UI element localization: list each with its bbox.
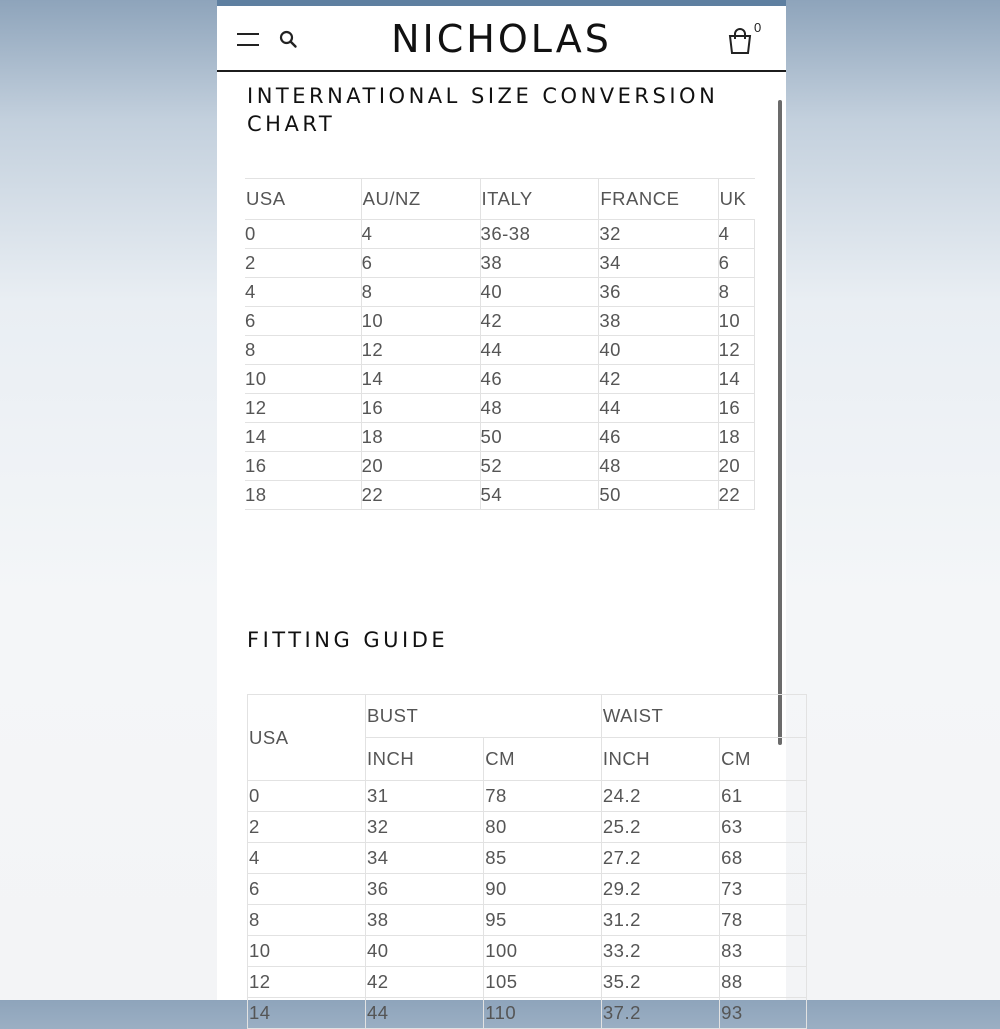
table-cell: 40 bbox=[365, 936, 483, 967]
table-cell: 14 bbox=[361, 365, 480, 394]
table-cell: 18 bbox=[245, 481, 361, 510]
table-cell: 8 bbox=[245, 336, 361, 365]
table-cell: 20 bbox=[718, 452, 754, 481]
mobile-page bbox=[217, 0, 786, 1023]
table-cell: 4 bbox=[718, 220, 754, 249]
site-logo[interactable]: NICHOLAS bbox=[391, 17, 612, 61]
table-cell: 2 bbox=[248, 812, 366, 843]
table-cell: 78 bbox=[720, 905, 807, 936]
shopping-bag-icon[interactable] bbox=[727, 28, 753, 54]
site-header bbox=[217, 6, 786, 72]
column-header: ITALY bbox=[480, 179, 599, 220]
table-cell: 31 bbox=[365, 781, 483, 812]
table-cell: 14 bbox=[718, 365, 754, 394]
table-row bbox=[245, 220, 755, 249]
conversion-table-wrapper[interactable] bbox=[247, 178, 755, 510]
table-cell: 16 bbox=[718, 394, 754, 423]
table-cell: 83 bbox=[720, 936, 807, 967]
table-cell: 18 bbox=[718, 423, 754, 452]
table-cell: 40 bbox=[480, 278, 599, 307]
table-cell: 50 bbox=[599, 481, 718, 510]
table-cell: 42 bbox=[599, 365, 718, 394]
table-row bbox=[245, 452, 755, 481]
table-cell: 42 bbox=[365, 967, 483, 998]
table-row bbox=[248, 967, 807, 998]
table-cell: 0 bbox=[245, 220, 361, 249]
table-cell: 44 bbox=[480, 336, 599, 365]
table-cell: 33.2 bbox=[601, 936, 719, 967]
table-cell: 48 bbox=[480, 394, 599, 423]
table-cell: 24.2 bbox=[601, 781, 719, 812]
table-cell: 22 bbox=[718, 481, 754, 510]
page-scrollbar[interactable] bbox=[778, 100, 782, 745]
table-cell: 105 bbox=[484, 967, 602, 998]
conversion-chart-title: INTERNATIONAL SIZE CONVERSION CHART bbox=[247, 84, 719, 136]
table-cell: 32 bbox=[365, 812, 483, 843]
table-cell: 35.2 bbox=[601, 967, 719, 998]
fitting-table-wrapper[interactable] bbox=[247, 694, 757, 1029]
table-cell: 63 bbox=[720, 812, 807, 843]
table-cell: 34 bbox=[599, 249, 718, 278]
table-cell: 61 bbox=[720, 781, 807, 812]
table-cell: 78 bbox=[484, 781, 602, 812]
table-cell: 100 bbox=[484, 936, 602, 967]
table-cell: 95 bbox=[484, 905, 602, 936]
table-cell: 36-38 bbox=[480, 220, 599, 249]
conversion-table bbox=[245, 178, 755, 510]
fitting-group-row bbox=[248, 695, 807, 738]
table-row bbox=[248, 843, 807, 874]
table-cell: 46 bbox=[480, 365, 599, 394]
usa-column-header: USA bbox=[248, 695, 366, 781]
table-cell: 10 bbox=[248, 936, 366, 967]
table-cell: 40 bbox=[599, 336, 718, 365]
table-cell: 4 bbox=[361, 220, 480, 249]
table-cell: 36 bbox=[365, 874, 483, 905]
bust-cm-header: CM bbox=[484, 738, 602, 781]
table-cell: 37.2 bbox=[601, 998, 719, 1029]
table-row bbox=[245, 394, 755, 423]
table-row bbox=[248, 874, 807, 905]
table-cell: 25.2 bbox=[601, 812, 719, 843]
table-cell: 36 bbox=[599, 278, 718, 307]
table-cell: 22 bbox=[361, 481, 480, 510]
table-cell: 4 bbox=[248, 843, 366, 874]
table-cell: 73 bbox=[720, 874, 807, 905]
table-cell: 18 bbox=[361, 423, 480, 452]
table-row bbox=[248, 905, 807, 936]
table-row bbox=[245, 249, 755, 278]
table-cell: 8 bbox=[361, 278, 480, 307]
table-cell: 93 bbox=[720, 998, 807, 1029]
table-cell: 4 bbox=[245, 278, 361, 307]
table-cell: 46 bbox=[599, 423, 718, 452]
table-cell: 32 bbox=[599, 220, 718, 249]
table-cell: 16 bbox=[361, 394, 480, 423]
table-cell: 2 bbox=[245, 249, 361, 278]
table-cell: 10 bbox=[361, 307, 480, 336]
table-cell: 50 bbox=[480, 423, 599, 452]
table-row bbox=[248, 781, 807, 812]
table-row bbox=[245, 336, 755, 365]
table-cell: 54 bbox=[480, 481, 599, 510]
bust-group-header: BUST bbox=[365, 695, 601, 738]
table-cell: 8 bbox=[248, 905, 366, 936]
table-cell: 44 bbox=[599, 394, 718, 423]
fitting-guide-title: FITTING GUIDE bbox=[247, 628, 449, 652]
table-cell: 6 bbox=[718, 249, 754, 278]
table-cell: 34 bbox=[365, 843, 483, 874]
cart-count-badge: 0 bbox=[754, 20, 762, 35]
table-row bbox=[245, 307, 755, 336]
table-cell: 38 bbox=[599, 307, 718, 336]
table-cell: 42 bbox=[480, 307, 599, 336]
table-cell: 85 bbox=[484, 843, 602, 874]
table-cell: 10 bbox=[245, 365, 361, 394]
table-cell: 12 bbox=[718, 336, 754, 365]
table-cell: 0 bbox=[248, 781, 366, 812]
table-row bbox=[248, 936, 807, 967]
table-cell: 6 bbox=[361, 249, 480, 278]
table-cell: 110 bbox=[484, 998, 602, 1029]
conversion-header-row bbox=[245, 179, 755, 220]
table-cell: 68 bbox=[720, 843, 807, 874]
table-cell: 48 bbox=[599, 452, 718, 481]
table-row bbox=[245, 423, 755, 452]
table-cell: 80 bbox=[484, 812, 602, 843]
table-row bbox=[248, 998, 807, 1029]
table-cell: 38 bbox=[480, 249, 599, 278]
waist-cm-header: CM bbox=[720, 738, 807, 781]
table-cell: 6 bbox=[248, 874, 366, 905]
table-cell: 20 bbox=[361, 452, 480, 481]
table-cell: 12 bbox=[248, 967, 366, 998]
column-header: FRANCE bbox=[599, 179, 718, 220]
table-row bbox=[245, 278, 755, 307]
waist-inch-header: INCH bbox=[601, 738, 719, 781]
table-cell: 29.2 bbox=[601, 874, 719, 905]
table-cell: 14 bbox=[248, 998, 366, 1029]
fitting-table bbox=[247, 694, 807, 1029]
table-cell: 10 bbox=[718, 307, 754, 336]
table-cell: 16 bbox=[245, 452, 361, 481]
table-cell: 12 bbox=[245, 394, 361, 423]
table-cell: 8 bbox=[718, 278, 754, 307]
table-cell: 31.2 bbox=[601, 905, 719, 936]
column-header: AU/NZ bbox=[361, 179, 480, 220]
table-cell: 6 bbox=[245, 307, 361, 336]
table-row bbox=[248, 812, 807, 843]
table-cell: 52 bbox=[480, 452, 599, 481]
table-row bbox=[245, 481, 755, 510]
column-header: UK bbox=[718, 179, 754, 220]
page-content bbox=[247, 82, 757, 1029]
table-cell: 14 bbox=[245, 423, 361, 452]
table-row bbox=[245, 365, 755, 394]
bust-inch-header: INCH bbox=[365, 738, 483, 781]
table-cell: 27.2 bbox=[601, 843, 719, 874]
column-header: USA bbox=[245, 179, 361, 220]
table-cell: 38 bbox=[365, 905, 483, 936]
table-cell: 90 bbox=[484, 874, 602, 905]
waist-group-header: WAIST bbox=[601, 695, 806, 738]
table-cell: 44 bbox=[365, 998, 483, 1029]
table-cell: 88 bbox=[720, 967, 807, 998]
table-cell: 12 bbox=[361, 336, 480, 365]
